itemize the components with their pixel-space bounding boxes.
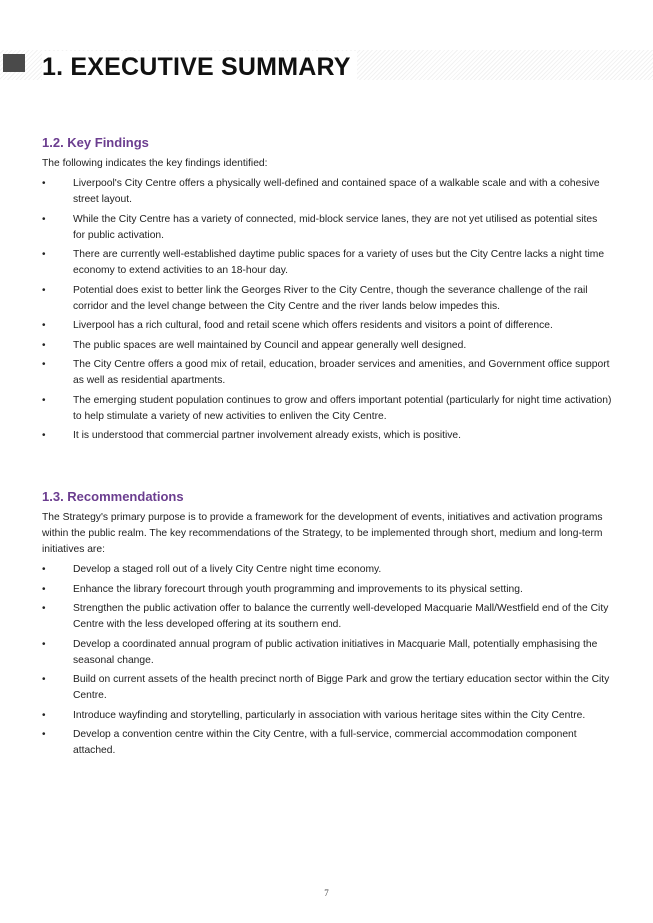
- list-item: • Develop a coordinated annual program of public activation initiatives in Macquarie Mall, potentially emphasising the seasonal change.: [42, 638, 598, 666]
- key-findings-heading: 1.2. Key Findings: [42, 135, 149, 150]
- bullet-icon: •: [42, 178, 46, 189]
- bullet-icon: •: [42, 674, 46, 685]
- page-number: 7: [324, 888, 329, 898]
- bullet-icon: •: [42, 213, 46, 225]
- list-item: • Strengthen the public activation offer to balance the currently well-developed Macquarie Mall/Westfield end of the City Centre with the less developed offering at its southern end.: [42, 603, 609, 630]
- bullet-icon: •: [42, 339, 46, 351]
- key-findings-intro: The following indicates the key findings identified:: [42, 158, 268, 169]
- list-item: • Develop a convention centre within the City Centre, with a full-service, commercial accommodation component attached.: [42, 729, 577, 756]
- list-item: • The emerging student population continues to grow and offers important potential (particularly for night time activation) to help stimulate a variety of new activities to enliven the City Centre.: [42, 394, 612, 422]
- bullet-icon: •: [42, 394, 46, 406]
- recommendations-section: [42, 489, 612, 763]
- list-item: • There are currently well-established daytime public spaces for a variety of uses but the City Centre lacks a night time economy to extend activities to an 18-hour day.: [42, 249, 605, 276]
- title-marker: [3, 54, 25, 72]
- bullet-icon: •: [42, 430, 46, 441]
- recommendations-heading: 1.3. Recommendations: [42, 489, 184, 504]
- list-item: • It is understood that commercial partner involvement already exists, which is positive.: [42, 428, 612, 444]
- key-findings-list: [42, 176, 612, 444]
- list-item: • Potential does exist to better link the Georges River to the City Centre, though the severance challenge of the rail corridor and the level change between the City Centre and the river lands below impedes this.: [42, 284, 588, 312]
- bullet-icon: •: [42, 583, 46, 595]
- bullet-icon: •: [42, 603, 46, 614]
- bullet-icon: •: [42, 564, 46, 575]
- recommendations-intro: The Strategy's primary purpose is to provide a framework for the development of events, initiatives and activation programs within the public realm. The key recommendations of the Strategy, to be implemented through short, medium and long-term initiatives are:: [42, 512, 603, 555]
- recommendations-list: [42, 562, 612, 759]
- list-item: • Develop a staged roll out of a lively City Centre night time economy.: [42, 562, 612, 578]
- bullet-icon: •: [42, 320, 46, 331]
- bullet-icon: •: [42, 249, 46, 260]
- list-item: • Liverpool's City Centre offers a physically well-defined and contained space of a walkable scale and with a cohesive street layout.: [42, 178, 600, 205]
- key-findings-section: [42, 135, 612, 448]
- bullet-icon: •: [42, 638, 46, 650]
- page-title: 1. EXECUTIVE SUMMARY: [42, 51, 357, 83]
- bullet-icon: •: [42, 729, 46, 740]
- bullet-icon: •: [42, 359, 46, 370]
- list-item: • While the City Centre has a variety of connected, mid-block service lanes, they are not yet utilised as potential sites for public activation.: [42, 213, 598, 241]
- bullet-icon: •: [42, 284, 46, 296]
- list-item: • The City Centre offers a good mix of retail, education, broader services and amenities, and Government office support as well as residential apartments.: [42, 359, 610, 386]
- list-item: • Enhance the library forecourt through youth programming and improvements to its physical setting.: [42, 582, 612, 598]
- list-item: • Build on current assets of the health precinct north of Bigge Park and grow the tertiary education sector within the City Centre.: [42, 674, 610, 701]
- bullet-icon: •: [42, 709, 46, 721]
- list-item: • Liverpool has a rich cultural, food and retail scene which offers residents and visitors a point of difference.: [42, 318, 612, 334]
- list-item: • Introduce wayfinding and storytelling, particularly in association with various heritage sites within the City Centre.: [42, 708, 612, 724]
- list-item: • The public spaces are well maintained by Council and appear generally well designed.: [42, 338, 612, 354]
